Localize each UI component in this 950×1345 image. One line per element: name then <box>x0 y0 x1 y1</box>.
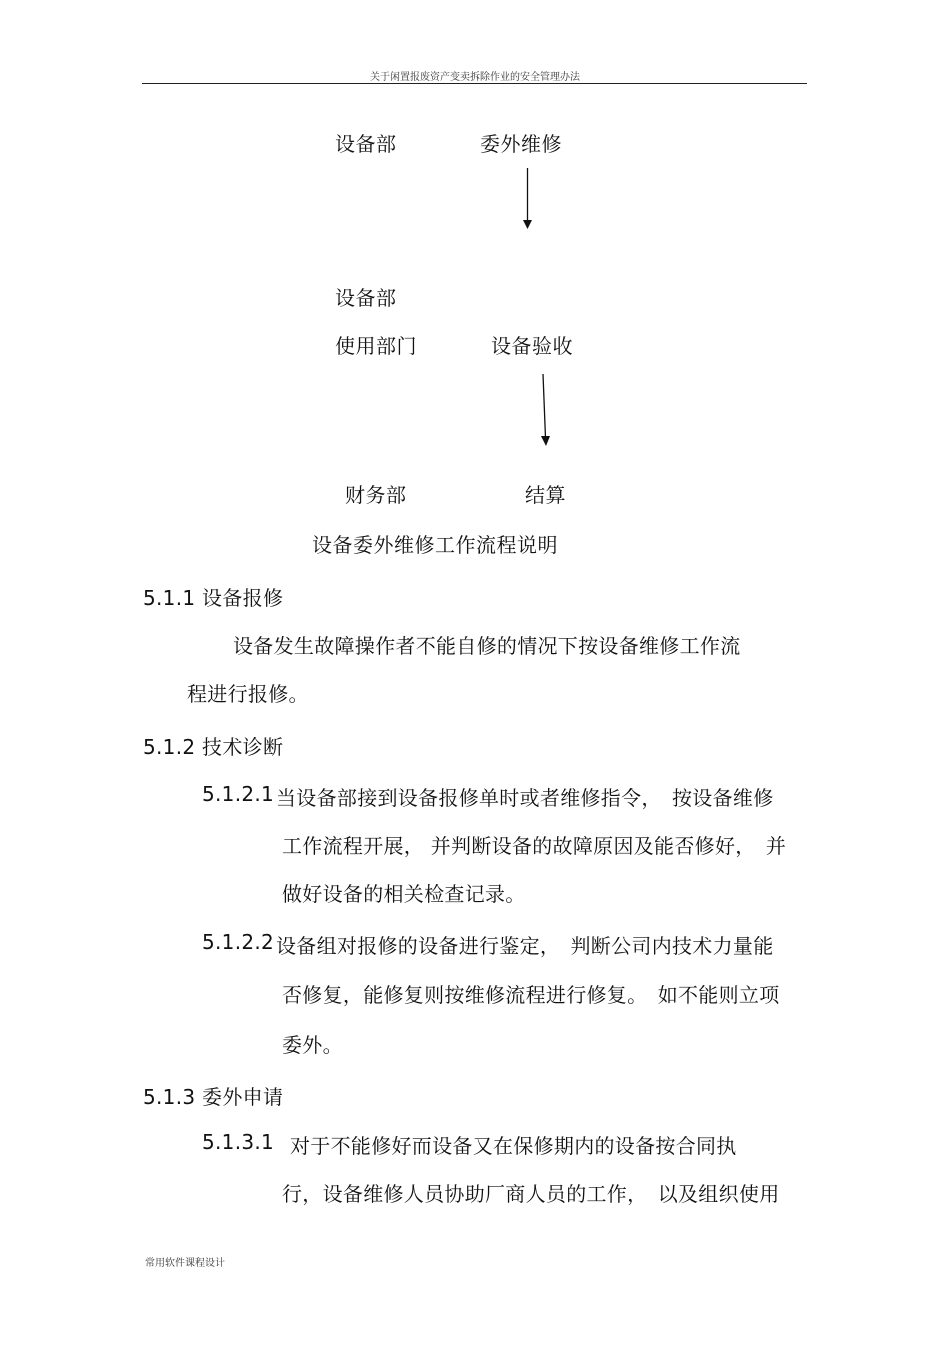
section-5-1-3-heading: 5.1.3 委外申请 <box>143 1085 284 1109</box>
flow-row3-dept: 财务部 <box>345 483 407 507</box>
section-5-1-2-2-line-2: 否修复，能修复则按维修流程进行修复。 如不能则立项 <box>282 983 780 1007</box>
flow-row2-step: 设备验收 <box>491 334 573 358</box>
section-5-1-2-1-line-3: 做好设备的相关检查记录。 <box>282 882 526 906</box>
flow-row2-dept-b: 使用部门 <box>335 334 417 358</box>
section-5-1-2-2-line-3: 委外。 <box>282 1033 343 1057</box>
section-5-1-2-1-line-2: 工作流程开展， 并判断设备的故障原因及能否修好， 并 <box>282 834 787 858</box>
section-5-1-3-1-line-2: 行，设备维修人员协助厂商人员的工作， 以及组织使用 <box>282 1182 780 1206</box>
flow-row2-dept-a: 设备部 <box>335 286 397 310</box>
section-5-1-3-1-line-1: 对于不能修好而设备又在保修期内的设备按合同执 <box>290 1134 737 1158</box>
section-5-1-1-line-1: 设备发生故障操作者不能自修的情况下按设备维修工作流 <box>233 634 741 658</box>
header-divider <box>142 83 807 84</box>
flow-arrow-down-2 <box>537 372 553 448</box>
flow-row1-dept: 设备部 <box>335 132 397 156</box>
section-5-1-2-2-line-1: 设备组对报修的设备进行鉴定， 判断公司内技术力量能 <box>276 934 774 958</box>
section-5-1-2-1-number: 5.1.2.1 <box>202 782 275 806</box>
section-5-1-1-heading: 5.1.1 设备报修 <box>143 586 284 610</box>
flow-row1-step: 委外维修 <box>480 132 562 156</box>
section-5-1-2-2-number: 5.1.2.2 <box>202 930 275 954</box>
flow-row3-step: 结算 <box>525 483 566 507</box>
page-footer-text: 常用软件课程设计 <box>145 1258 225 1269</box>
flowchart-caption: 设备委外维修工作流程说明 <box>312 533 558 557</box>
section-5-1-1-line-2: 程进行报修。 <box>187 682 309 706</box>
section-5-1-2-1-line-1: 当设备部接到设备报修单时或者维修指令， 按设备维修 <box>276 786 774 810</box>
section-5-1-2-heading: 5.1.2 技术诊断 <box>143 735 284 759</box>
page-header-title: 关于闲置报废资产变卖拆除作业的安全管理办法 <box>370 72 580 83</box>
section-5-1-3-1-number: 5.1.3.1 <box>202 1130 275 1154</box>
flow-arrow-down-1 <box>520 166 536 232</box>
